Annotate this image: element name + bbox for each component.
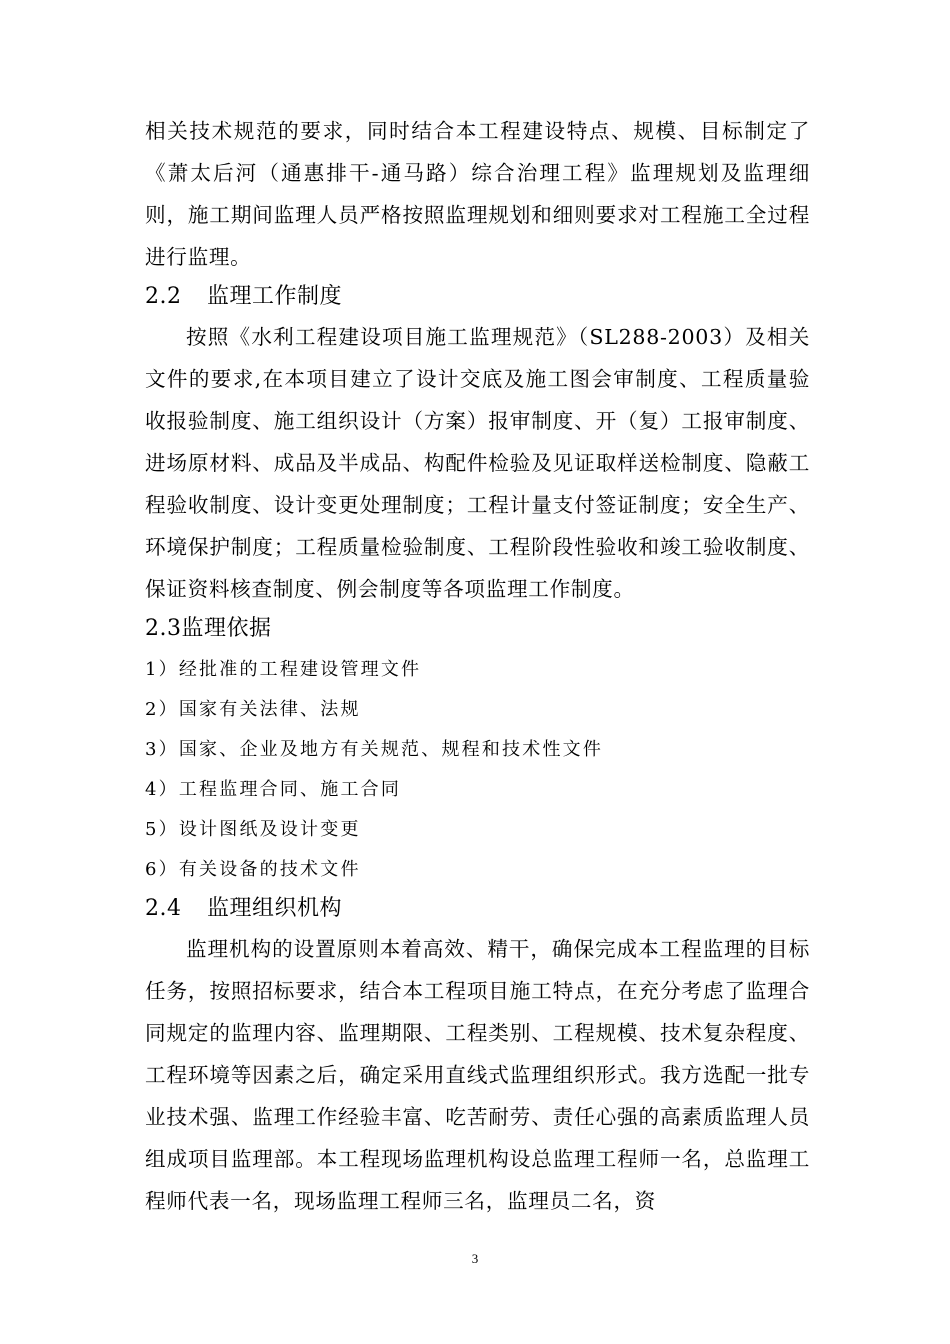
list-item: 1）经批准的工程建设管理文件 [145, 659, 422, 680]
list-item: 4）工程监理合同、施工合同 [145, 779, 402, 800]
section-2-4-body: 监理机构的设置原则本着高效、精干，确保完成本工程监理的目标任务，按照招标要求，结合本工程项目施工特点，在充分考虑了监理合同规定的监理内容、监理期限、工程类别、工程规模、技术复杂程度、工程环境等因素之后，确定采用直线式监理组织形式。我方选配一批专业技术强、监理工作经验丰富、吃苦耐劳、责任心强的高素质监理人员组成项目监理部。本工程现场监理机构设总监理工程师一名，总监理工程师代表一名，现场监理工程师三名，监理员二名，资 [145, 937, 810, 1213]
section-2-2-body: 按照《水利工程建设项目施工监理规范》（SL288-2003）及相关文件的要求,在本项目建立了设计交底及施工图会审制度、工程质量验收报验制度、施工组织设计（方案）报审制度、开（复）工报审制度、进场原材料、成品及半成品、构配件检验及见证取样送检制度、隐蔽工程验收制度、设计变更处理制度；工程计量支付签证制度；安全生产、环境保护制度；工程质量检验制度、工程阶段性验收和竣工验收制度、保证资料核查制度、例会制度等各项监理工作制度。 [145, 325, 810, 601]
section-title: 监理依据 [181, 616, 272, 641]
list-item: 6）有关设备的技术文件 [145, 859, 361, 880]
section-number: 2.3 [145, 616, 182, 641]
list-item: 3）国家、企业及地方有关规范、规程和技术性文件 [145, 739, 604, 760]
basis-list [145, 650, 810, 890]
section-title: 监理组织机构 [207, 896, 343, 921]
list-item: 2）国家有关法律、法规 [145, 699, 361, 720]
intro-paragraph: 相关技术规范的要求，同时结合本工程建设特点、规模、目标制定了《萧太后河（通惠排干-通马路）综合治理工程》监理规划及监理细则，施工期间监理人员严格按照监理规划和细则要求对工程施工全过程进行监理。 [145, 119, 810, 269]
section-title: 监理工作制度 [207, 284, 343, 309]
document-page [145, 110, 810, 1222]
section-heading-2-4 [145, 890, 810, 928]
section-number: 2.2 [145, 284, 182, 309]
section-heading-2-2 [145, 278, 810, 316]
list-item: 5）设计图纸及设计变更 [145, 819, 361, 840]
section-heading-2-3 [145, 610, 810, 648]
section-number: 2.4 [145, 896, 182, 921]
page-number: 3 [471, 1251, 479, 1266]
